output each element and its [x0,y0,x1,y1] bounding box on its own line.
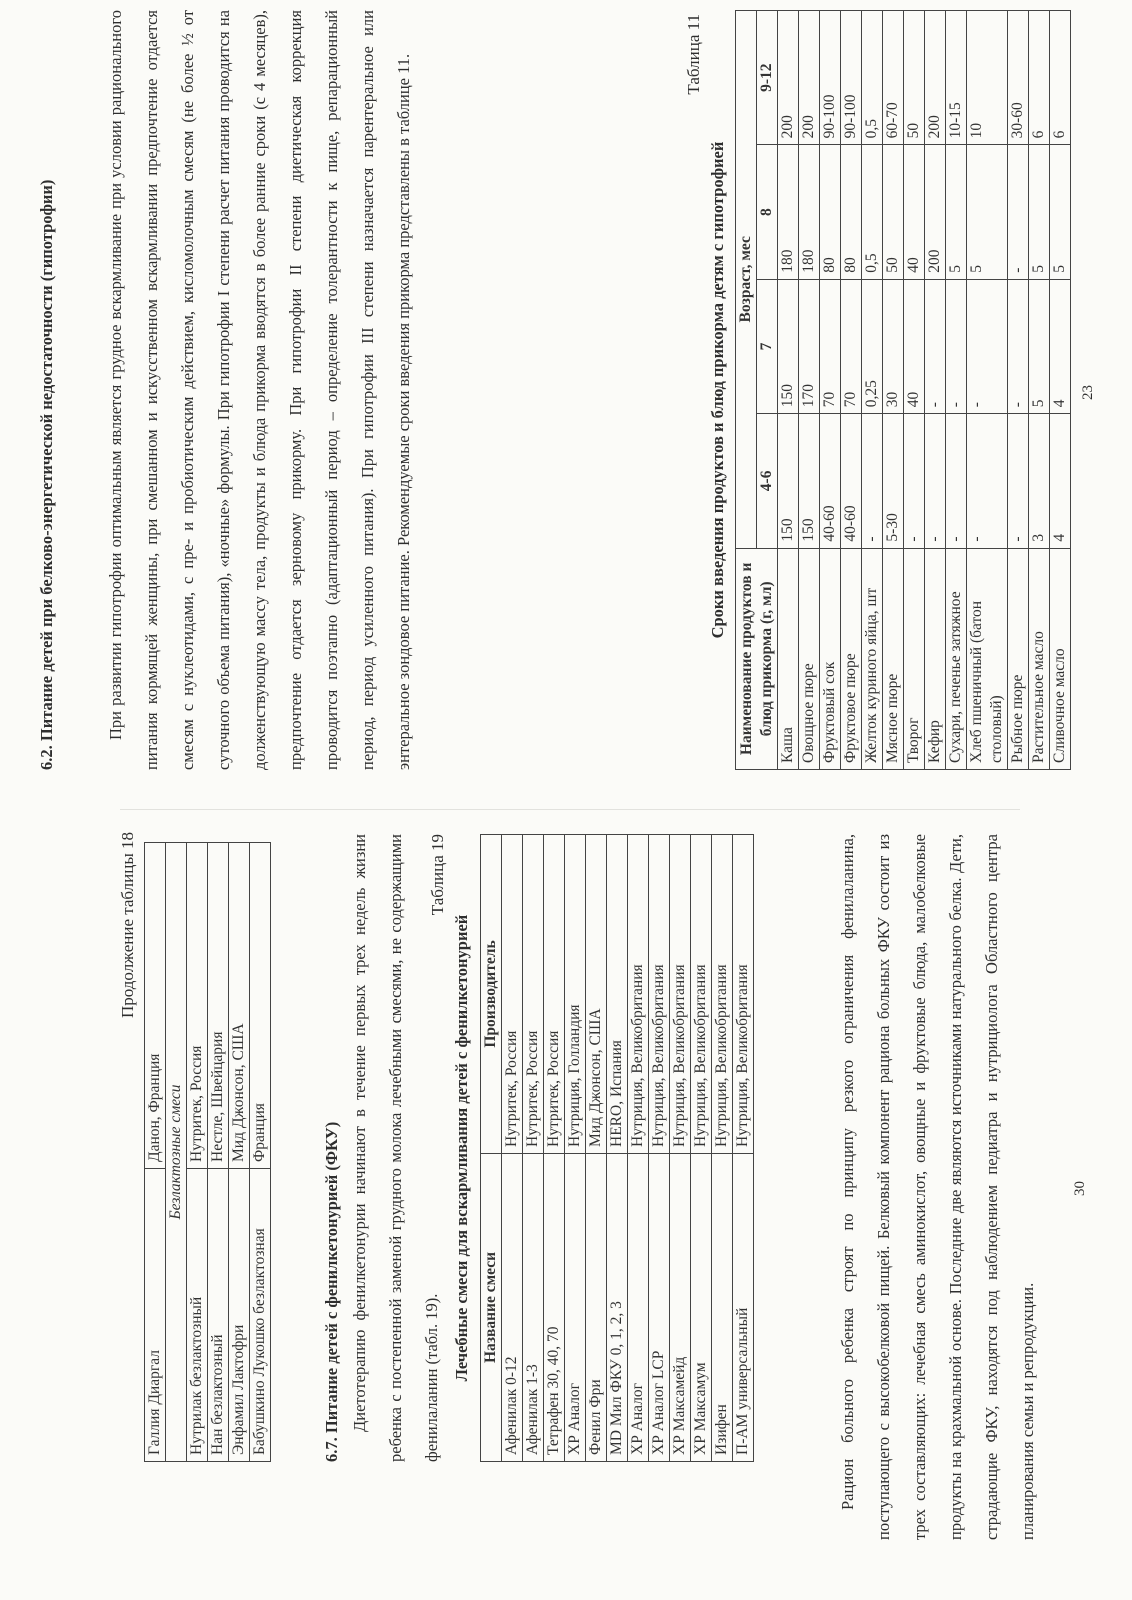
column-header-name: Наименование продуктов и блюд прикорма (г, мл) [736,548,778,769]
table-cell: Нутриция, Великобритания [691,835,712,1154]
table-row [607,835,628,1462]
product-name-cell: Сухари, печенье затяжное [946,548,967,769]
table-cell: П-АМ универсальный [733,1154,754,1462]
value-cell: 200 [799,11,820,145]
table-cell: Тетрафен 30, 40, 70 [544,1154,565,1462]
table-cell: HERO, Испания [607,835,628,1154]
value-cell: 150 [778,414,799,548]
closing-paragraph [830,834,1046,1540]
value-cell: 200 [925,11,946,145]
product-name-cell: Мясное пюре [883,548,904,769]
product-name-cell: Сливочное масло [1050,548,1071,769]
table-row [649,835,670,1462]
table-18 [144,842,271,1462]
table-row [904,11,925,770]
product-name-cell: Желток куриного яйца, шт [862,548,883,769]
value-cell: 200 [925,145,946,279]
table-cell: Изифен [712,1154,733,1462]
hypotrophy-paragraph [98,10,422,770]
value-cell: 40 [904,279,925,413]
value-cell: 0,5 [862,145,883,279]
value-cell: 5-30 [883,414,904,548]
product-name-cell: Хлеб пшеничный (батон столовый) [967,548,1008,769]
value-cell: 30 [883,279,904,413]
value-cell: 10-15 [946,11,967,145]
product-name-cell: Овощное пюре [799,548,820,769]
table-row [712,835,733,1462]
paragraph-text: Рацион больного ребенка строят по принципу резкого ограничения фенилаланина, поступающего с высокобелковой пищей. Белковый компонент рациона больных ФКУ состоит из трех составляющих: лечебная смесь аминокислот, овощные и фруктовые блюда, малобелковые продукты на крахмальной основе. Последние две являются источниками натурального белка. Дети, страдающие ФКУ, находятся под наблюдением педиатра и нутрициолога Областного центра планирования семьи и репродукции. [838,834,1037,1540]
table-cell: Фенил Фри [586,1154,607,1462]
table-cell: ХР Аналог [565,1154,586,1462]
value-cell: 4 [1050,279,1071,413]
value-cell: 40 [904,145,925,279]
table-row [862,11,883,770]
table-row [925,11,946,770]
value-cell: 40-60 [841,414,862,548]
table-row [841,11,862,770]
value-cell: 70 [820,279,841,413]
table-row [820,11,841,770]
table-11 [735,10,1071,770]
table-cell: Нутриция, Великобритания [628,835,649,1154]
table18-continuation-label: Продолжение таблицы 18 [118,832,137,1019]
value-cell: - [862,414,883,548]
section-heading-6-7: 6.7. Питание детей с фенилкетонурией (ФКУ) [322,1121,341,1462]
table-cell: Нан безлактозный [208,1169,229,1462]
table-row [799,11,820,770]
table19-label: Таблица 19 [428,834,447,916]
value-cell: 200 [778,11,799,145]
table-cell: Нестле, Швейцария [208,843,229,1169]
value-cell: 180 [799,145,820,279]
page-fold-divider [120,809,1020,810]
table-body [778,11,1071,770]
table-header-row [481,835,502,1462]
table-cell: Нутритек, Россия [187,843,208,1169]
value-cell: 5 [1029,145,1050,279]
product-name-cell: Растительное масло [1029,548,1050,769]
table-row [544,835,565,1462]
age-column-header: 8 [757,145,778,279]
value-cell: 150 [799,414,820,548]
table-body [502,835,754,1462]
value-cell: 10 [967,11,1008,145]
value-cell: 5 [967,145,1008,279]
product-name-cell: Рыбное пюре [1008,548,1029,769]
table-cell: Нутриция, Великобритания [733,835,754,1154]
value-cell: 30-60 [1008,11,1029,145]
value-cell: - [967,414,1008,548]
table-row [628,835,649,1462]
product-name-cell: Творог [904,548,925,769]
table-cell: MD Мил ФКУ 0, 1, 2, 3 [607,1154,628,1462]
value-cell: 5 [946,145,967,279]
table-row [1050,11,1071,770]
table-row [229,843,250,1462]
product-name-cell: Фруктовый сок [820,548,841,769]
table-section-title: Безлактозные смеси [166,843,187,1462]
value-cell: - [1008,145,1029,279]
value-cell: 90-100 [841,11,862,145]
table-cell: Энфамил Лактофри [229,1169,250,1462]
table-row [733,835,754,1462]
table-row [187,843,208,1462]
column-header: Производитель [481,835,502,1154]
value-cell: 50 [904,11,925,145]
table-row [208,843,229,1462]
paragraph-text: Диетотерапию фенилкетонурии начинают в течение первых трех недель жизни ребенка с постепенной заменой грудного молока лечебными смесями, не содержащими фенилаланин (табл. 19). [350,834,441,1462]
intro-paragraph [342,834,450,1462]
table-row [586,835,607,1462]
page-number-30: 30 [1072,1181,1088,1196]
table-cell: ХР Аналог LCP [649,1154,670,1462]
value-cell: 4 [1050,414,1071,548]
table-row [145,843,166,1462]
table-cell: Бабушкино Лукошко безлактозная [250,1169,271,1462]
table-cell: Мид Джонсон, США [586,835,607,1154]
table-cell: Данон, Франция [145,843,166,1169]
value-cell: 90-100 [820,11,841,145]
value-cell: - [967,279,1008,413]
table-cell: Афенилак 1-3 [523,1154,544,1462]
section-heading-6-2: 6.2. Питание детей при белково-энергетической недостаточности (гипотрофии) [37,179,56,770]
table-row [778,11,799,770]
column-header-age: Возраст, мес [736,11,757,549]
value-cell: 80 [820,145,841,279]
table-19 [480,834,754,1462]
table-header-row [736,11,757,770]
table-row [967,11,1008,770]
value-cell: 40-60 [820,414,841,548]
table-row [691,835,712,1462]
table-cell: Нутрилак безлактозный [187,1169,208,1462]
table-row [1008,11,1029,770]
table11-caption: Сроки введения продуктов и блюд прикорма детям с гипотрофией [708,141,727,639]
product-name-cell: Фруктовое пюре [841,548,862,769]
value-cell: 150 [778,279,799,413]
table11-label: Таблица 11 [684,14,703,95]
value-cell: 6 [1050,11,1071,145]
value-cell: 80 [841,145,862,279]
table-section-row [166,843,187,1462]
column-header: Название смеси [481,1154,502,1462]
table-row [883,11,904,770]
product-name-cell: Каша [778,548,799,769]
value-cell: - [904,414,925,548]
age-column-header: 7 [757,279,778,413]
value-cell: 5 [1029,279,1050,413]
table-row [502,835,523,1462]
value-cell: 3 [1029,414,1050,548]
value-cell: - [925,414,946,548]
table-cell: ХР Максамейд [670,1154,691,1462]
table-cell: ХР Максамум [691,1154,712,1462]
table19-caption: Лечебные смеси для вскармливания детей с фенилкетонурией [452,914,471,1382]
value-cell: 0,25 [862,279,883,413]
table-row [250,843,271,1462]
value-cell: - [1008,414,1029,548]
table-cell: Нутриция, Великобритания [712,835,733,1154]
table-row [565,835,586,1462]
table-row [946,11,967,770]
value-cell: 170 [799,279,820,413]
age-column-header: 4-6 [757,414,778,548]
table-cell: Мид Джонсон, США [229,843,250,1169]
table-cell: ХР Аналог [628,1154,649,1462]
page-30 [0,820,1132,1600]
table-cell: Афенилак 0-12 [502,1154,523,1462]
value-cell: 60-70 [883,11,904,145]
table-cell: Нутриция, Великобритания [670,835,691,1154]
value-cell: 5 [1050,145,1071,279]
table-cell: Нутриция, Великобритания [649,835,670,1154]
age-column-header: 9-12 [757,11,778,145]
value-cell: - [946,414,967,548]
table-cell: Нутриция, Голландия [565,835,586,1154]
paragraph-text: При развитии гипотрофии оптимальным является грудное вскармливание при условии рационального питания кормящей женщины, при смешанном и искусственном вскармливании предпочтение отдается смесям с нуклеотидами, с пре- и пробиотическим действием, кисломолочным смесям (не более ½ от суточного объема питания), «ночные» формулы. При гипотрофии I степени расчет питания проводится на долженствующую массу тела, продукты и блюда прикорма вводятся в более ранние сроки (с 4 месяцев), предпочтение отдается зерновому прикорму. При гипотрофии II степени диетическая коррекция проводится поэтапно (адаптационный период – определение толерантности к пище, репарационный период, период усиленного питания). При гипотрофии III степени назначается парентеральное или энтеральное зондовое питание. Рекомендуемые сроки введения прикорма представлены в таблице 11. [106,10,413,770]
value-cell: - [1008,279,1029,413]
table-cell: Нутритек, Россия [544,835,565,1154]
value-cell: - [946,279,967,413]
table-cell: Франция [250,843,271,1169]
table-cell: Галлия Диаргал [145,1169,166,1462]
table-row [1029,11,1050,770]
value-cell: - [925,279,946,413]
product-name-cell: Кефир [925,548,946,769]
value-cell: 6 [1029,11,1050,145]
table-row [670,835,691,1462]
value-cell: 70 [841,279,862,413]
table-cell: Нутритек, Россия [523,835,544,1154]
value-cell: 180 [778,145,799,279]
table-row [523,835,544,1462]
value-cell: 50 [883,145,904,279]
value-cell: 0,5 [862,11,883,145]
table-cell: Нутритек, Россия [502,835,523,1154]
page-number-23: 23 [1080,385,1096,400]
